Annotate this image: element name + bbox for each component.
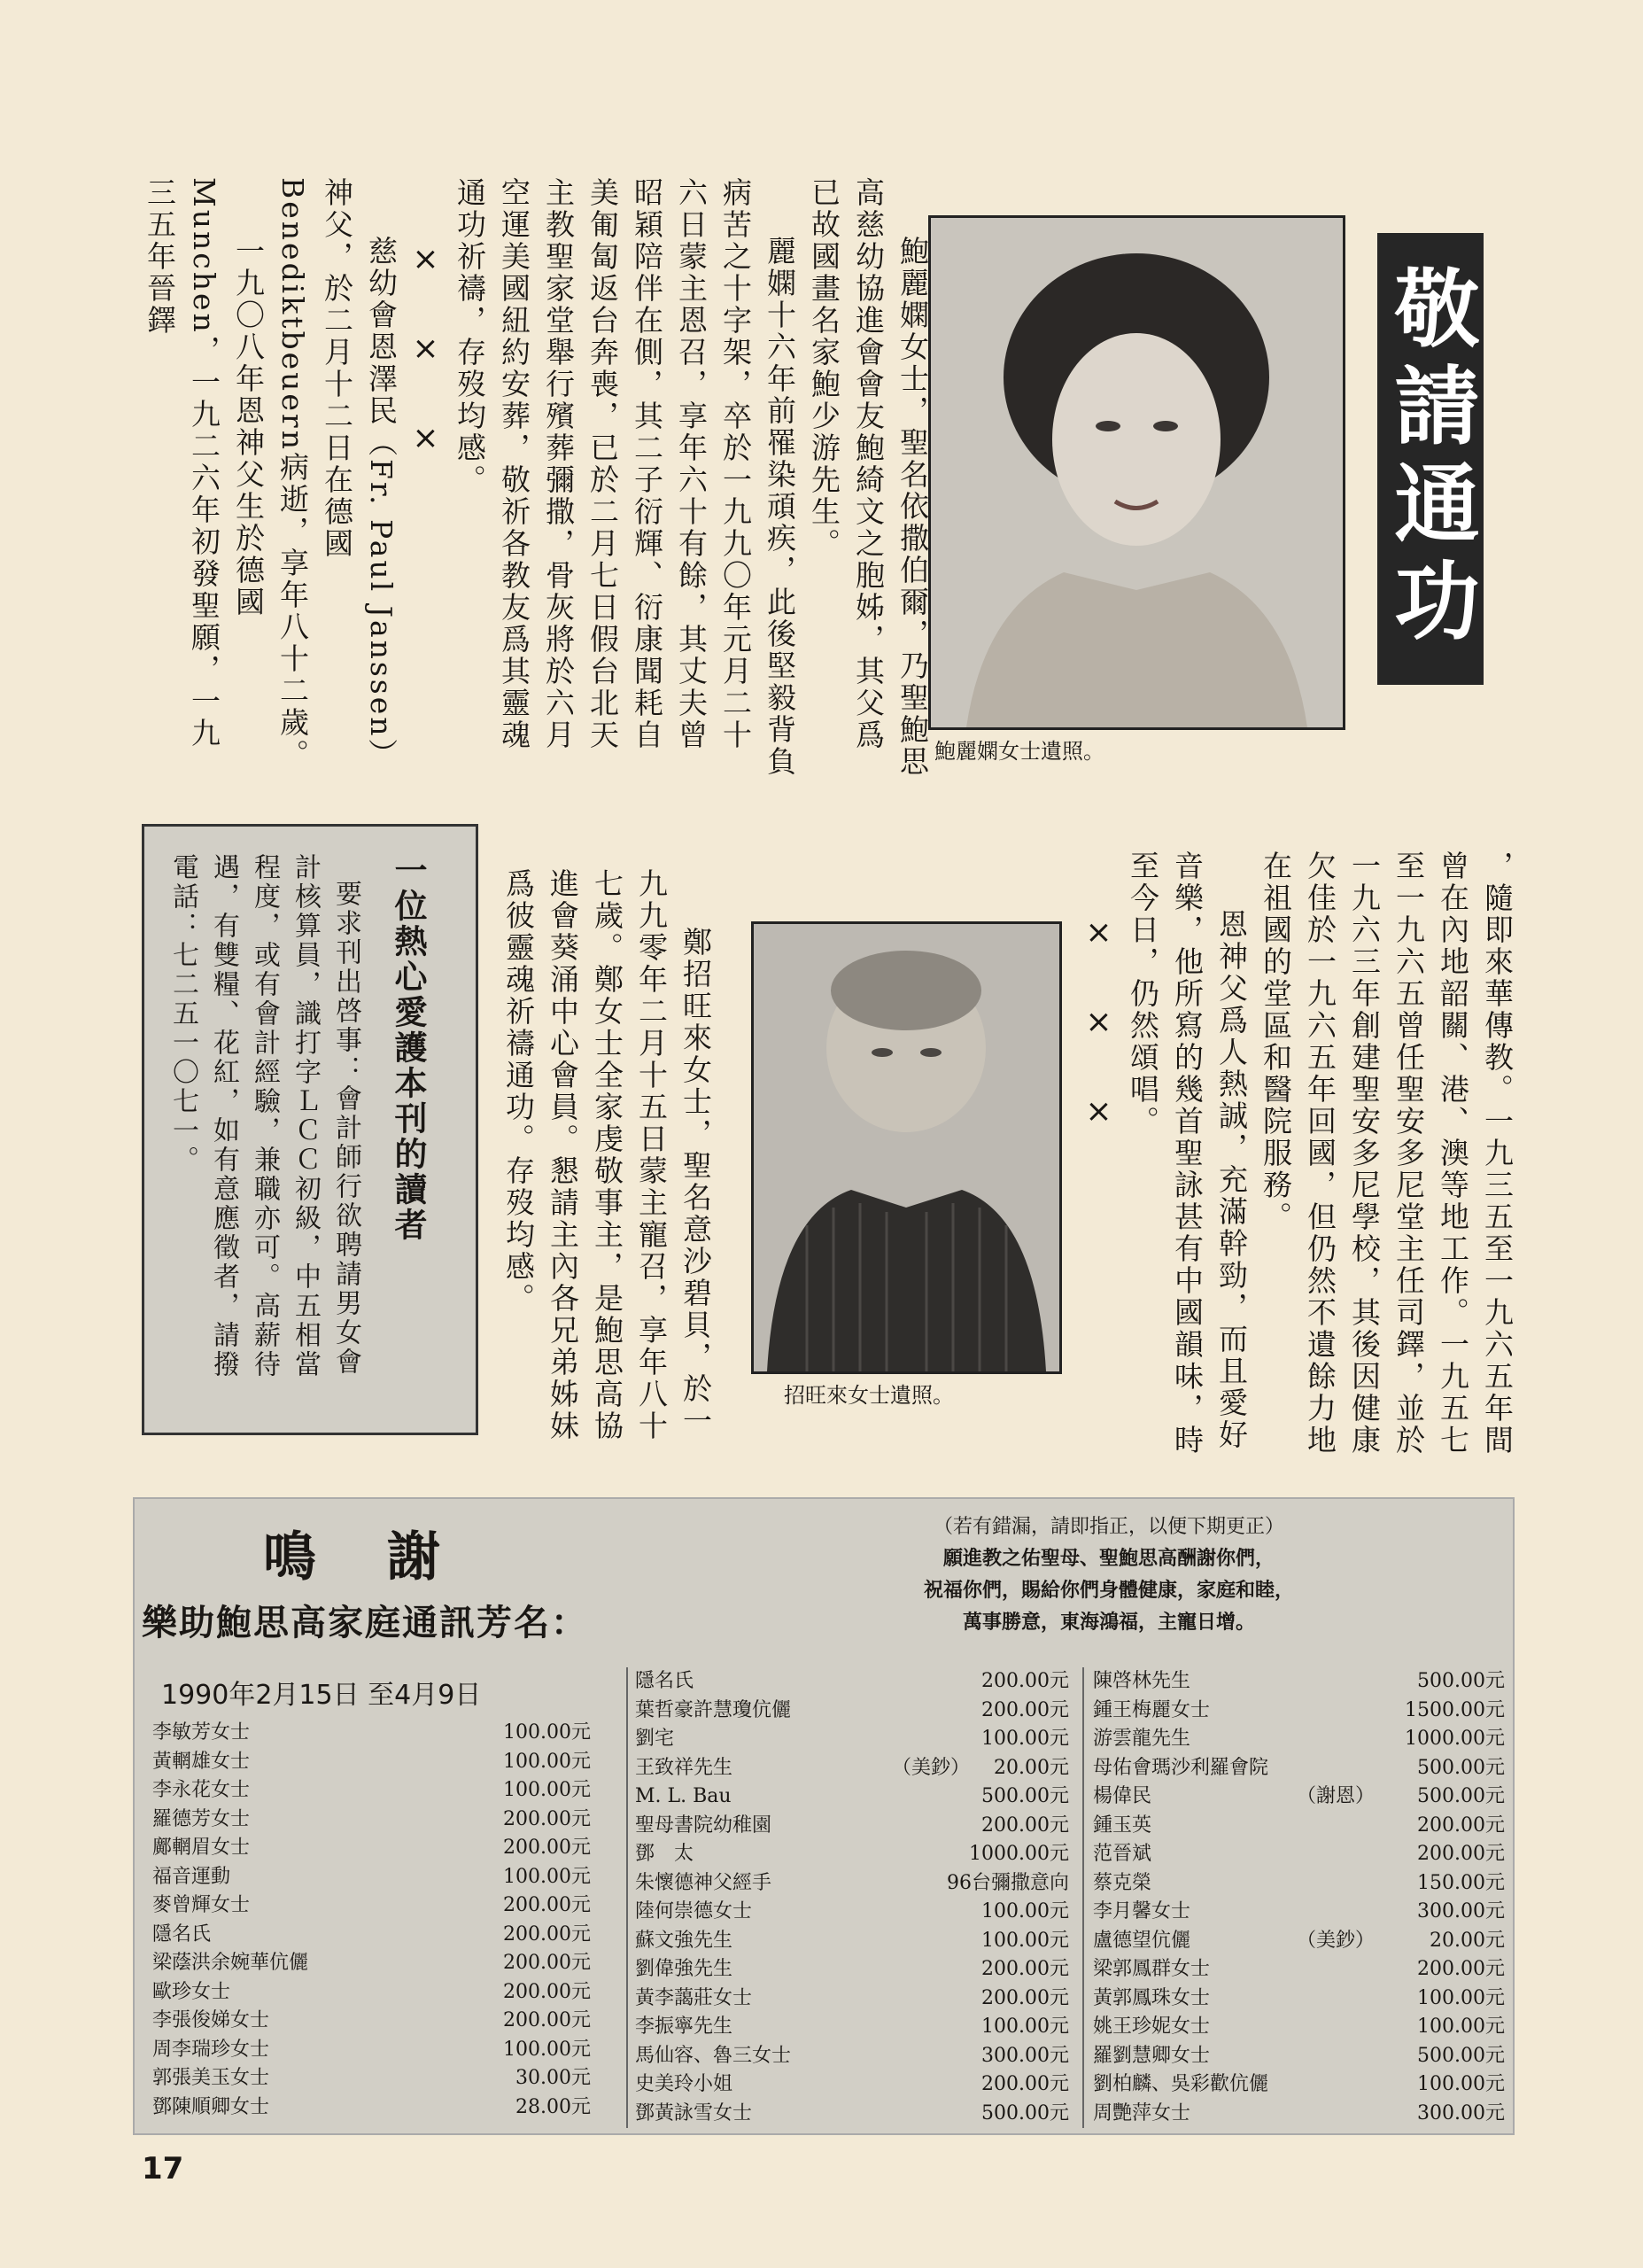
donor-name: 黃李藹莊女士 bbox=[635, 1986, 753, 2009]
notice-title: 一位熱心愛護本刊的讀者 bbox=[389, 853, 427, 1243]
donor-row bbox=[1093, 1812, 1505, 1841]
donor-row bbox=[152, 2093, 591, 2123]
donation-amount: 20.00元 bbox=[994, 1756, 1069, 1779]
blessing-text bbox=[755, 1511, 1463, 1639]
donor-name: 黃輞雄女士 bbox=[152, 1750, 251, 1773]
donation-amount: 200.00元 bbox=[503, 1922, 591, 1946]
portrait-photo-2 bbox=[751, 921, 1062, 1374]
donation-amount: 150.00元 bbox=[1417, 1871, 1505, 1894]
blessing-line: （若有錯漏，請即指正，以便下期更正） bbox=[933, 1516, 1284, 1538]
donor-row bbox=[635, 1725, 1069, 1754]
donor-name: 朱懷德神父經手 bbox=[635, 1871, 772, 1894]
photo-1-caption: 鮑麗嫻女士遺照。 bbox=[934, 739, 1104, 764]
donation-amount: 500.00元 bbox=[1417, 1670, 1505, 1692]
donation-amount: 500.00元 bbox=[1417, 1785, 1505, 1807]
donation-amount: 500.00元 bbox=[1417, 2044, 1505, 2067]
donation-amount: 28.00元 bbox=[515, 2095, 591, 2118]
article-3-text bbox=[496, 868, 717, 1453]
donor-name: 姚王珍妮女士 bbox=[1093, 2016, 1211, 2038]
donation-amount: 200.00元 bbox=[981, 1958, 1069, 1980]
notice-body: 要求刊出啓事：會計師行欲聘請男女會計核算員，識打字ＬＣＣ初級，中五相當程度，或有會計經驗，兼職亦可。高薪待遇，有雙糧、花紅，如有意應徵者，請撥電話：七二五一〇七一。 bbox=[167, 853, 361, 1379]
donation-amount: 30.00元 bbox=[515, 2067, 591, 2089]
donation-amount: 100.00元 bbox=[981, 1900, 1069, 1922]
donor-name: 王致祥先生 bbox=[635, 1756, 733, 1779]
donation-amount: 100.00元 bbox=[981, 2016, 1069, 2038]
donor-name: 麥曾輝女士 bbox=[152, 1894, 251, 1916]
donor-row bbox=[152, 1719, 591, 1748]
donation-amount: 200.00元 bbox=[1417, 1843, 1505, 1865]
donor-column-2 bbox=[635, 1667, 1069, 2128]
donation-amount: 200.00元 bbox=[503, 1952, 591, 1974]
donation-amount: 200.00元 bbox=[981, 1698, 1069, 1721]
donation-amount: 100.00元 bbox=[1417, 2073, 1505, 2095]
donor-row bbox=[1093, 2100, 1505, 2129]
donor-name: 李振寧先生 bbox=[635, 2016, 733, 2038]
blessing-line: 願進教之佑聖母、聖鮑思高酬謝你們， bbox=[942, 1548, 1275, 1570]
donor-name: 鍾玉英 bbox=[1093, 1814, 1152, 1837]
acknowledgement-subtitle: 樂助鮑思高家庭通訊芳名： bbox=[142, 1603, 588, 1643]
donor-name: 蘇文強先生 bbox=[635, 1929, 733, 1952]
donation-amount: 100.00元 bbox=[1417, 1986, 1505, 2009]
donor-name: 聖母書院幼稚園 bbox=[635, 1814, 772, 1837]
donor-name: 陳啓林先生 bbox=[1093, 1670, 1191, 1692]
article-3-paragraph-1: 鄭招旺來女士，聖名意沙碧貝，於一九九零年二月十五日蒙主寵召，享年八十七歲。鄭女士全家虔敬事主，是鮑思高協進會葵涌中心會員。懇請主內各兄弟姊妹爲彼靈魂祈禱通功。存歿均感。 bbox=[501, 868, 713, 1442]
donor-name: 劉偉強先生 bbox=[635, 1958, 733, 1980]
donor-name: 鍾王梅麗女士 bbox=[1093, 1698, 1211, 1721]
donor-row bbox=[635, 1667, 1069, 1697]
page-number: 17 bbox=[142, 2151, 184, 2186]
donor-name: 隱名氏 bbox=[152, 1922, 212, 1946]
donation-amount: 100.00元 bbox=[981, 1929, 1069, 1952]
donor-note: （美鈔） bbox=[1297, 1929, 1376, 1952]
donation-amount: 100.00元 bbox=[503, 1721, 591, 1744]
donor-row bbox=[152, 1748, 591, 1777]
donation-amount: 100.00元 bbox=[503, 1750, 591, 1773]
donor-name: 劉柏麟、吳彩歡伉儷 bbox=[1093, 2073, 1269, 2095]
donor-name: 羅德芳女士 bbox=[152, 1807, 251, 1830]
donor-name: 李月馨女士 bbox=[1093, 1900, 1191, 1922]
donor-name: 葉哲豪許慧瓊伉儷 bbox=[635, 1698, 792, 1721]
article-2-paragraph-2: 恩神父爲人熱誠，充滿幹勁，而且愛好音樂，他所寫的幾首聖詠甚有中國韻味，時至今日，仍然頌唱。 bbox=[1126, 850, 1249, 1456]
portrait-photo-1 bbox=[928, 215, 1345, 730]
donation-amount: 300.00元 bbox=[1417, 1900, 1505, 1922]
donor-column-1 bbox=[152, 1719, 591, 2122]
donor-row bbox=[635, 2042, 1069, 2071]
donation-amount: 100.00元 bbox=[503, 1779, 591, 1801]
donor-row bbox=[1093, 1697, 1505, 1726]
donation-amount: 100.00元 bbox=[981, 1728, 1069, 1750]
donation-amount: 200.00元 bbox=[1417, 1814, 1505, 1837]
donor-row bbox=[1093, 2070, 1505, 2100]
donor-row bbox=[635, 2013, 1069, 2042]
donor-name: M. L. Bau bbox=[635, 1785, 732, 1807]
donor-row bbox=[1093, 1898, 1505, 1927]
donor-row bbox=[1093, 1725, 1505, 1754]
donation-amount: 200.00元 bbox=[981, 1670, 1069, 1692]
donation-amount: 200.00元 bbox=[503, 1980, 591, 2003]
donor-row bbox=[635, 1754, 1069, 1783]
donor-row bbox=[635, 1783, 1069, 1812]
donation-amount: 200.00元 bbox=[503, 2009, 591, 2031]
donor-name: 梁蔭洪余婉華伉儷 bbox=[152, 1952, 309, 1974]
donor-column-3 bbox=[1093, 1667, 1505, 2128]
donor-row bbox=[152, 2007, 591, 2036]
donor-row bbox=[1093, 1927, 1505, 1956]
donor-name: 周艷萍女士 bbox=[1093, 2101, 1191, 2124]
donor-name: 梁郭鳳群女士 bbox=[1093, 1958, 1211, 1980]
donor-row bbox=[152, 1921, 591, 1950]
donation-amount: 300.00元 bbox=[981, 2044, 1069, 2067]
donation-amount: 500.00元 bbox=[981, 1785, 1069, 1807]
donor-name: 鄺輞眉女士 bbox=[152, 1837, 251, 1859]
donor-row bbox=[635, 1984, 1069, 2014]
donor-row bbox=[1093, 1667, 1505, 1697]
donor-row bbox=[635, 1697, 1069, 1726]
donor-name: 李張俊娣女士 bbox=[152, 2009, 270, 2031]
donor-row bbox=[152, 1978, 591, 2008]
article-1-text bbox=[137, 177, 934, 780]
article-1-paragraph-3: 慈幼會恩澤民（Fr. Paul Janssen）神父，於二月十二日在德國Benediktbeuern病逝，享年八十二歲。 bbox=[275, 177, 399, 771]
article-2-paragraph-1: ，隨即來華傳教。一九三五至一九六五年間曾在內地韶關、港、澳等地工作。一九五七至一九六五曾任聖安多尼堂主任司鐸，並於一九六三年創建聖安多尼學校，其後因健康欠佳於一九六五年回國，但仍然不遺餘力地在祖國的堂區和醫院服務。 bbox=[1259, 850, 1515, 1456]
section-separator-2: ××× bbox=[1081, 914, 1117, 1183]
donor-row bbox=[152, 1776, 591, 1806]
column-divider bbox=[626, 1667, 628, 2128]
donation-amount: 100.00元 bbox=[503, 2038, 591, 2061]
article-1-paragraph-1: 鮑麗嫻女士，聖名依撒伯爾，乃聖鮑思高慈幼協進會會友鮑綺文之胞姊，其父爲已故國畫名家鮑少游先生。 bbox=[807, 177, 930, 778]
acknowledgement-box bbox=[133, 1497, 1515, 2135]
article-1-paragraph-2: 麗嫻十六年前罹染頑疾，此後堅毅背負病苦之十字架，卒於一九九〇年元月二十六日蒙主恩召，享年六十有餘，其丈夫曾昭穎陪伴在側，其二子衍輝、衍康聞耗自美匍匐返台奔喪，已於二月七日假台北天主教聖家堂舉行殯葬彌撒，骨灰將於六月空運美國紐約安葬，敬祈各教友爲其靈魂通功祈禱，存歿均感。 bbox=[453, 177, 797, 778]
donor-name: 范晉斌 bbox=[1093, 1843, 1152, 1865]
donor-row bbox=[1093, 1984, 1505, 2014]
donation-amount: 1500.00元 bbox=[1405, 1698, 1505, 1721]
donor-row bbox=[635, 1812, 1069, 1841]
donation-amount: 200.00元 bbox=[981, 2073, 1069, 2095]
donor-row bbox=[1093, 1754, 1505, 1783]
donation-amount: 100.00元 bbox=[1417, 2016, 1505, 2038]
donation-amount: 100.00元 bbox=[503, 1865, 591, 1888]
donor-name: 隱名氏 bbox=[635, 1670, 694, 1692]
donation-amount: 200.00元 bbox=[981, 1986, 1069, 2009]
donor-row bbox=[635, 1927, 1069, 1956]
donor-row bbox=[152, 2064, 591, 2093]
donor-note: （美鈔） bbox=[892, 1756, 971, 1779]
donation-amount: 200.00元 bbox=[503, 1807, 591, 1830]
donor-row bbox=[1093, 1840, 1505, 1869]
donation-amount: 200.00元 bbox=[503, 1837, 591, 1859]
donor-name: 黃郭鳳珠女士 bbox=[1093, 1986, 1211, 2009]
donation-amount: 500.00元 bbox=[981, 2101, 1069, 2124]
portrait-2-image bbox=[754, 924, 1059, 1371]
donor-name: 母佑會瑪沙利羅會院 bbox=[1093, 1756, 1269, 1779]
donor-name: 福音運動 bbox=[152, 1865, 231, 1888]
blessing-line: 萬事勝意，東海鴻福，主寵日增。 bbox=[962, 1612, 1255, 1634]
donor-row bbox=[635, 1869, 1069, 1899]
donation-amount: 200.00元 bbox=[1417, 1958, 1505, 1980]
section-separator: ××× bbox=[407, 241, 444, 509]
donor-name: 郭張美玉女士 bbox=[152, 2067, 270, 2089]
donor-row bbox=[635, 1840, 1069, 1869]
date-range: 1990年2月15日 至4月9日 bbox=[161, 1680, 482, 1711]
blessing-line: 祝福你們，賜給你們身體健康，家庭和睦， bbox=[923, 1580, 1294, 1602]
donation-amount: 200.00元 bbox=[503, 1894, 591, 1916]
acknowledgement-title: 鳴謝 bbox=[263, 1526, 511, 1588]
donor-row bbox=[152, 1834, 591, 1863]
donor-name: 李敏芳女士 bbox=[152, 1721, 251, 1744]
donor-row bbox=[635, 2100, 1069, 2129]
donor-name: 蔡克榮 bbox=[1093, 1871, 1152, 1894]
donor-name: 李永花女士 bbox=[152, 1779, 251, 1801]
donor-name: 馬仙容、魯三女士 bbox=[635, 2044, 792, 2067]
donor-row bbox=[1093, 2013, 1505, 2042]
donor-name: 周李瑞珍女士 bbox=[152, 2038, 270, 2061]
donor-name: 歐珍女士 bbox=[152, 1980, 231, 2003]
donor-note: （謝恩） bbox=[1297, 1785, 1376, 1807]
donor-name: 鄧 太 bbox=[635, 1843, 694, 1865]
donor-name: 劉宅 bbox=[635, 1728, 675, 1750]
donation-amount: 96台彌撒意向 bbox=[947, 1871, 1069, 1894]
donor-row bbox=[152, 1806, 591, 1835]
donor-row bbox=[152, 1863, 591, 1892]
donor-row bbox=[1093, 1869, 1505, 1899]
donation-amount: 1000.00元 bbox=[1405, 1728, 1505, 1750]
donor-name: 史美玲小姐 bbox=[635, 2073, 733, 2095]
donor-name: 鄧黃詠雪女士 bbox=[635, 2101, 753, 2124]
article-2-text bbox=[1076, 850, 1519, 1471]
donor-row bbox=[635, 2070, 1069, 2100]
portrait-1-image bbox=[931, 218, 1343, 727]
article-1-paragraph-4: 一九〇八年恩神父生於德國Munchen，一九二六年初發聖願，一九三五年晉鐸 bbox=[143, 177, 266, 750]
donor-row bbox=[152, 2036, 591, 2065]
notice-content bbox=[162, 853, 428, 1402]
donor-row bbox=[1093, 2042, 1505, 2071]
donation-amount: 500.00元 bbox=[1417, 1756, 1505, 1779]
donor-row bbox=[1093, 1955, 1505, 1984]
donor-name: 羅劉慧卿女士 bbox=[1093, 2044, 1211, 2067]
donation-amount: 200.00元 bbox=[981, 1814, 1069, 1837]
donor-name: 鄧陳順卿女士 bbox=[152, 2095, 270, 2118]
donor-row bbox=[1093, 1783, 1505, 1812]
donor-row bbox=[152, 1891, 591, 1921]
donation-amount: 20.00元 bbox=[1430, 1929, 1505, 1952]
donation-amount: 1000.00元 bbox=[969, 1843, 1069, 1865]
photo-2-caption: 招旺來女士遺照。 bbox=[784, 1383, 954, 1408]
donor-row bbox=[152, 1949, 591, 1978]
donor-name: 楊偉民 bbox=[1093, 1785, 1152, 1807]
donation-amount: 300.00元 bbox=[1417, 2101, 1505, 2124]
donor-name: 陸何崇德女士 bbox=[635, 1900, 753, 1922]
donor-row bbox=[635, 1898, 1069, 1927]
donor-row bbox=[635, 1955, 1069, 1984]
column-divider bbox=[1082, 1667, 1084, 2128]
page-heading: 敬請通功 bbox=[1377, 233, 1484, 685]
donor-name: 盧德望伉儷 bbox=[1093, 1929, 1191, 1952]
notice-box bbox=[142, 824, 478, 1435]
donor-name: 游雲龍先生 bbox=[1093, 1728, 1191, 1750]
